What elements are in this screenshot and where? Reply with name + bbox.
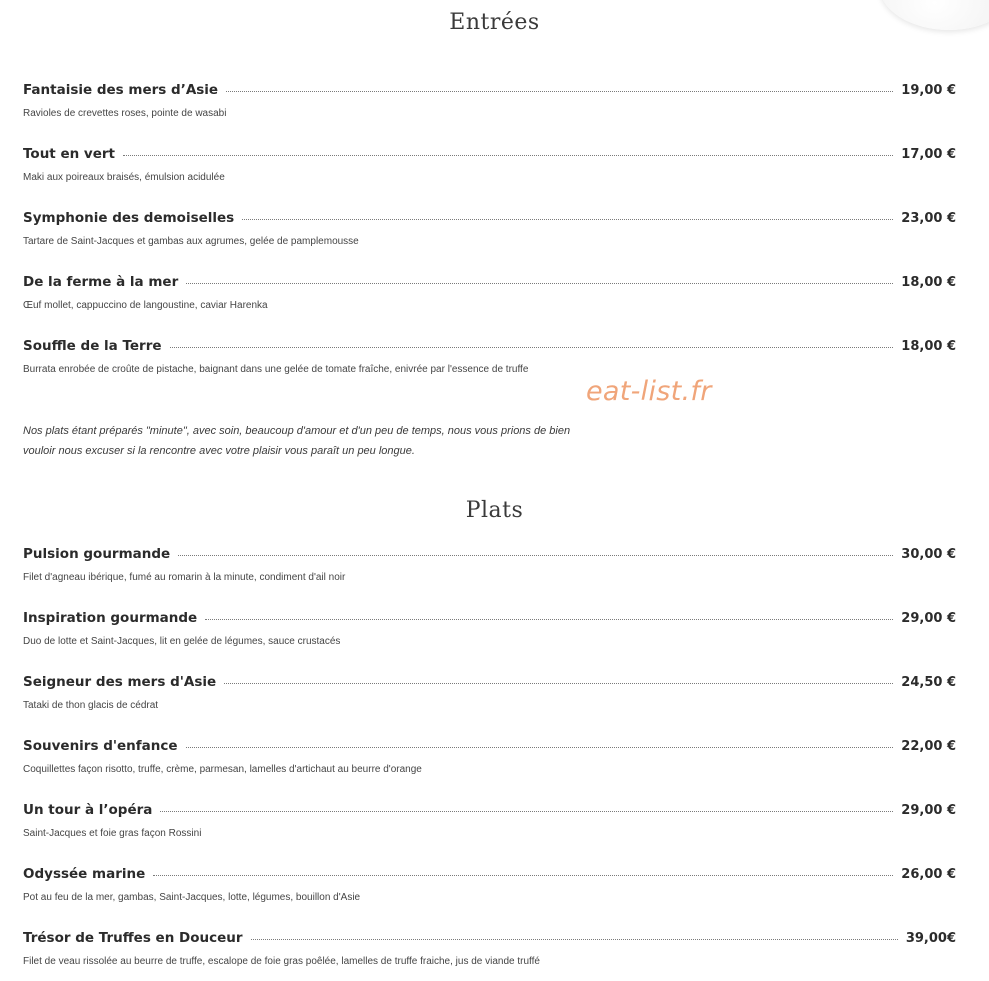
item-price: 17,00 € (901, 146, 956, 162)
item-description: Tataki de thon glacis de cédrat (23, 700, 159, 711)
item-name: Souffle de la Terre (23, 338, 162, 354)
menu-item (23, 736, 956, 775)
dotted-leader (226, 91, 893, 92)
dotted-leader (170, 347, 894, 348)
item-description: Tartare de Saint-Jacques et gambas aux agrumes, gelée de pamplemousse (23, 236, 359, 247)
item-price: 24,50 € (901, 674, 956, 690)
item-name: Un tour à l’opéra (23, 802, 153, 818)
dotted-leader (186, 747, 894, 748)
menu-item (23, 208, 956, 247)
item-price: 39,00€ (905, 930, 956, 946)
menu-item (23, 864, 956, 903)
item-name: Fantaisie des mers d’Asie (23, 82, 219, 98)
section-title-entrees: Entrées (449, 10, 540, 35)
dotted-leader (178, 555, 893, 556)
dotted-leader (205, 619, 893, 620)
menu-item (23, 80, 956, 119)
item-price: 23,00 € (901, 210, 956, 226)
menu-item (23, 336, 956, 375)
item-name: Symphonie des demoiselles (23, 210, 235, 226)
item-name: Odyssée marine (23, 866, 146, 882)
item-name: Tout en vert (23, 146, 115, 162)
item-description: Duo de lotte et Saint-Jacques, lit en gelée de légumes, sauce crustacés (23, 636, 341, 647)
watermark: eat-list.fr (586, 376, 712, 407)
item-price: 18,00 € (901, 338, 956, 354)
item-name: Inspiration gourmande (23, 610, 198, 626)
item-price: 29,00 € (901, 610, 956, 626)
section-title-plats: Plats (465, 498, 524, 523)
menu-item (23, 800, 956, 839)
dotted-leader (242, 219, 893, 220)
item-description: Filet de veau rissolée au beurre de truffe, escalope de foie gras poêlée, lamelles de truffe fraiche, jus de viande truffé (23, 956, 540, 967)
item-description: Saint-Jacques et foie gras façon Rossini (23, 828, 202, 839)
dotted-leader (251, 939, 898, 940)
dotted-leader (153, 875, 893, 876)
menu-item (23, 144, 956, 183)
item-description: Filet d'agneau ibérique, fumé au romarin à la minute, condiment d'ail noir (23, 572, 346, 583)
menu-item (23, 928, 956, 967)
menu-item (23, 544, 956, 583)
dotted-leader (224, 683, 893, 684)
dotted-leader (186, 283, 893, 284)
item-name: Trésor de Truffes en Douceur (23, 930, 243, 946)
item-price: 29,00 € (901, 802, 956, 818)
dotted-leader (123, 155, 893, 156)
item-name: Seigneur des mers d'Asie (23, 674, 217, 690)
item-name: Pulsion gourmande (23, 546, 171, 562)
item-description: Pot au feu de la mer, gambas, Saint-Jacques, lotte, légumes, bouillon d'Asie (23, 892, 361, 903)
kitchen-note (23, 421, 703, 461)
item-price: 22,00 € (901, 738, 956, 754)
item-price: 19,00 € (901, 82, 956, 98)
item-name: Souvenirs d'enfance (23, 738, 178, 754)
item-description: Maki aux poireaux braisés, émulsion acidulée (23, 172, 225, 183)
menu-item (23, 608, 956, 647)
item-name: De la ferme à la mer (23, 274, 179, 290)
kitchen-note-line: Nos plats étant préparés "minute", avec soin, beaucoup d'amour et d'un peu de temps, nous vous prions de bien (23, 425, 571, 437)
item-price: 30,00 € (901, 546, 956, 562)
menu-item (23, 672, 956, 711)
item-price: 26,00 € (901, 866, 956, 882)
item-description: Ravioles de crevettes roses, pointe de wasabi (23, 108, 227, 119)
item-description: Burrata enrobée de croûte de pistache, baignant dans une gelée de tomate fraîche, enivrée par l'essence de truffe (23, 364, 529, 375)
item-price: 18,00 € (901, 274, 956, 290)
kitchen-note-line: vouloir nous excuser si la rencontre avec votre plaisir vous paraît un peu longue. (23, 445, 415, 457)
item-description: Œuf mollet, cappuccino de langoustine, caviar Harenka (23, 300, 268, 311)
dotted-leader (160, 811, 893, 812)
menu-item (23, 272, 956, 311)
item-description: Coquillettes façon risotto, truffe, crème, parmesan, lamelles d'artichaut au beurre d'orange (23, 764, 422, 775)
